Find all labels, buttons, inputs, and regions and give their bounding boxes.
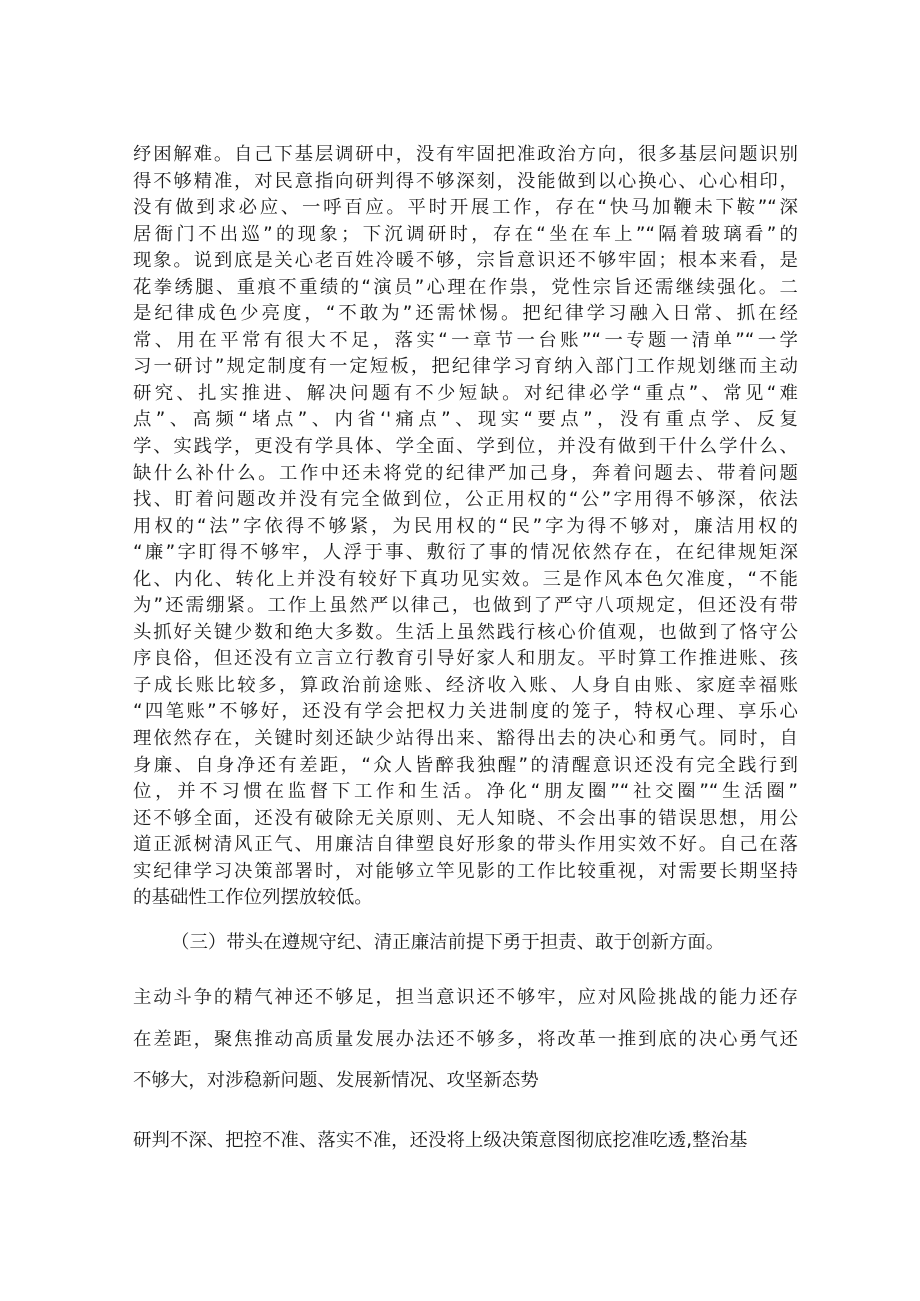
text-line: 头抓好关键少数和绝大多数。生活上虽然践行核心价值观，也做到了恪守公: [133, 621, 798, 643]
text-line: 是纪律成色少亮度，“不敢为”还需怵惕。把纪律学习融入日常、抓在经: [133, 303, 798, 325]
text-line: 得不够精准，对民意指向研判得不够深刻，没能做到以心换心、心心相印，: [133, 170, 798, 192]
text-line: 缺什么补什么。工作中还未将党的纪律严加己身，奔着问题去、带着问题: [133, 462, 798, 484]
text-line: 理依然存在，关键时刻还缺少站得出来、豁得出去的决心和勇气。同时，自: [133, 728, 798, 750]
text-line: 学、实践学，更没有学具体、学全面、学到位，并没有做到干什么学什么、: [133, 436, 798, 458]
text-line: 不够大，对涉稳新问题、发展新情况、攻坚新态势: [133, 1070, 539, 1091]
text-line: 常、用在平常有很大不足，落实“一章节一台账”“一专题一清单”“一学: [133, 329, 798, 351]
text-line: 道正派树清风正气、用廉洁自律塑良好形象的带头作用实效不好。自己在落: [133, 834, 798, 856]
text-line: 纾困解难。自己下基层调研中，没有牢固把准政治方向，很多基层问题识别: [133, 144, 798, 165]
text-line: 用权的“法”字依得不够紧，为民用权的“民”字为得不够对，廉洁用权的: [133, 515, 798, 537]
text-line: 的基础性工作位列摆放较低。: [133, 887, 373, 909]
text-line: 主动斗争的精气神还不够足，担当意识还不够牢，应对风险挑战的能力还存: [133, 987, 798, 1008]
text-line: 还不够全面，还没有破除无关原则、无人知晓、不会出事的错误思想，用公: [133, 807, 798, 829]
text-line: 花拳绣腿、重痕不重绩的“演员”心理在作祟，党性宗旨还需继续强化。二: [133, 276, 798, 298]
text-line: 为”还需绷紧。工作上虽然严以律己，也做到了严守八项规定，但还没有带: [133, 595, 798, 617]
text-line: 居衙门不出巡”的现象；下沉调研时，存在“坐在车上”“隔着玻璃看”的: [133, 223, 798, 245]
text-line: 实纪律学习决策部署时，对能够立竿见影的工作比较重视，对需要长期坚持: [133, 860, 798, 882]
text-line: 点”、高频“堵点”、内省‘'痛点”、现实“要点”，没有重点学、反复: [133, 409, 798, 431]
text-line: 没有做到求必应、一呼百应。平时开展工作，存在“快马加鞭未下鞍”“深: [133, 197, 798, 219]
text-line: “四笔账”不够好，还没有学会把权力关进制度的笼子，特权心理、享乐心: [133, 701, 798, 723]
text-line: 研究、扎实推进、解决问题有不少短缺。对纪律必学“重点”、常见“难: [133, 382, 798, 404]
section-heading: [133, 930, 798, 956]
text-line: “廉”字盯得不够牢，人浮于事、敷衍了事的情况依然存在，在纪律规矩深: [133, 542, 798, 564]
text-line: 位，并不习惯在监督下工作和生活。净化“朋友圈”“社交圈”“生活圈”: [133, 781, 798, 803]
text-line: 研判不深、把控不准、落实不准，还没将上级决策意图彻底挖准吃透,整治基: [133, 1130, 748, 1151]
body-paragraph-1: [133, 142, 798, 912]
section-heading-text: （三）带头在遵规守纪、清正廉洁前提下勇于担责、敢于创新方面。: [171, 932, 725, 953]
text-line: 找、盯着问题改并没有完全做到位，公正用权的“公”字用得不够深，依法: [133, 489, 798, 511]
text-line: 身廉、自身净还有差距，“众人皆醉我独醒”的清醒意识还没有完全践行到: [133, 754, 798, 776]
text-line: 化、内化、转化上并没有较好下真功见实效。三是作风本色欠准度，“不能: [133, 568, 798, 590]
text-line: 子成长账比较多，算政治前途账、经济收入账、人身自由账、家庭幸福账: [133, 674, 798, 696]
text-line: 序良俗，但还没有立言立行教育引导好家人和朋友。平时算工作推进账、孩: [133, 648, 798, 670]
text-line: 习一研讨”规定制度有一定短板，把纪律学习育纳入部门工作规划继而主动: [133, 356, 798, 378]
body-paragraph-3: [133, 1128, 798, 1154]
text-line: 在差距，聚焦推动高质量发展办法还不够多，将改革一推到底的决心勇气还: [133, 1028, 798, 1050]
body-paragraph-2: [133, 977, 798, 1102]
text-line: 现象。说到底是关心老百姓冷暖不够，宗旨意识还不够牢固；根本来看，是: [133, 250, 798, 272]
